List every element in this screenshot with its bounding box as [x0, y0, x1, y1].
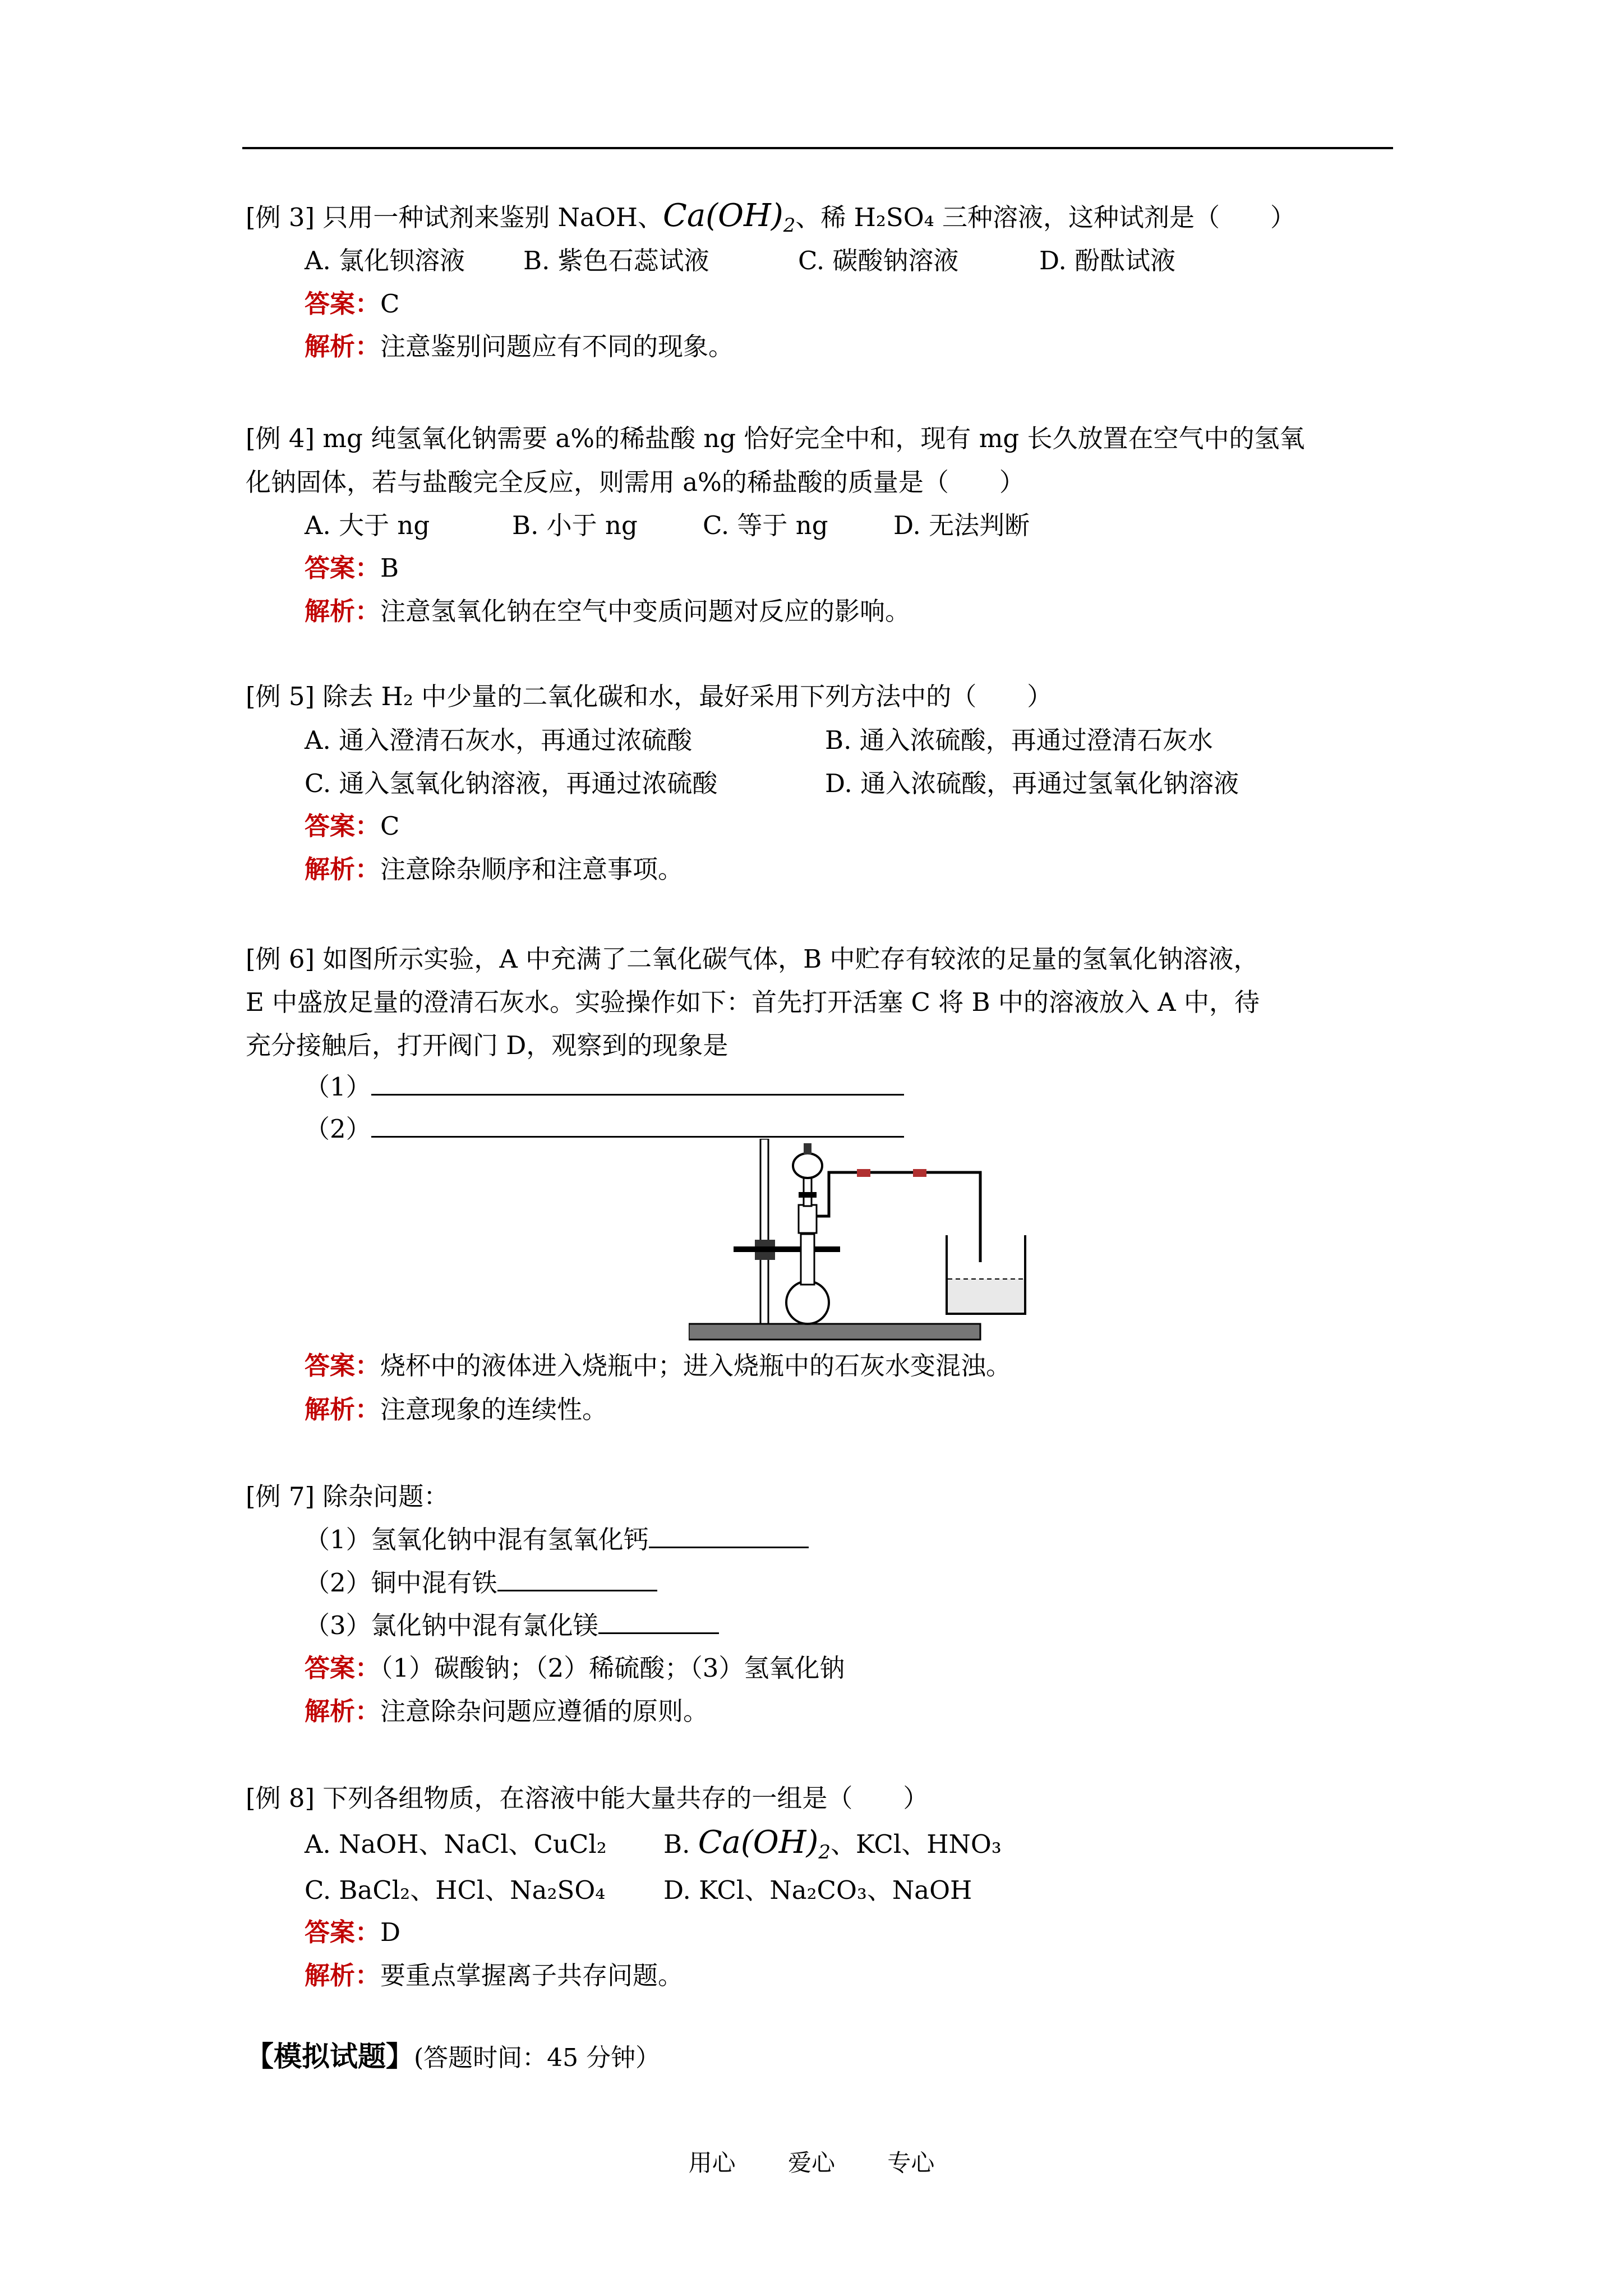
ex4-question-line1: [例 4] mg 纯氢氧化钠需要 a%的稀盐酸 ng 恰好完全中和，现有 mg 长久放置在空气中的氢氧 — [246, 424, 1305, 453]
ex8-option-c: C. BaCl₂、HCl、Na₂SO₄ — [305, 1875, 606, 1905]
ex6-question-line1: [例 6] 如图所示实验，A 中充满了二氧化碳气体，B 中贮存有较浓的足量的氢氧化钠溶液， — [246, 944, 1259, 974]
ex5-answer: 答案：C — [305, 811, 400, 841]
answer-blank — [371, 1114, 904, 1138]
ex4-analysis: 解析：注意氢氧化钠在空气中变质问题对反应的影响。 — [305, 596, 911, 626]
ex5-option-d: D. 通入浓硫酸，再通过氢氧化钠溶液 — [825, 769, 1239, 798]
ex4-options — [305, 509, 1030, 542]
ex5-analysis: 解析：注意除杂顺序和注意事项。 — [305, 854, 684, 884]
ex4-option-c: C. 等于 ng — [703, 510, 828, 540]
stand-rod — [760, 1139, 768, 1324]
ex8-answer: 答案：D — [305, 1917, 401, 1947]
ex7-item-3: （3）氯化钠中混有氯化镁 — [305, 1609, 719, 1642]
ex4-option-b: B. 小于 ng — [512, 510, 638, 540]
ex5-option-b: B. 通入浓硫酸，再通过澄清石灰水 — [825, 725, 1213, 755]
ex4-question-line2: 化钠固体，若与盐酸完全反应，则需用 a%的稀盐酸的质量是（ ） — [246, 467, 1025, 497]
ex5-option-a: A. 通入澄清石灰水，再通过浓硫酸 — [305, 725, 693, 755]
ex8-analysis: 解析：要重点掌握离子共存问题。 — [305, 1961, 684, 1990]
page-footer — [0, 2145, 1623, 2178]
ex6-analysis: 解析：注意现象的连续性。 — [305, 1395, 608, 1424]
footer-text-3: 专心 — [887, 2149, 935, 2177]
footer-text-1: 用心 — [688, 2149, 736, 2177]
flask-a — [786, 1281, 829, 1324]
mock-test-heading: 【模拟试题】(答题时间：45 分钟） — [246, 2040, 661, 2073]
header-rule — [242, 147, 1393, 149]
answer-blank — [598, 1610, 719, 1634]
ex7-analysis: 解析：注意除杂问题应遵循的原则。 — [305, 1696, 709, 1726]
ex8-question: [例 8] 下列各组物质，在溶液中能大量共存的一组是（ ） — [246, 1783, 929, 1813]
delivery-tube — [817, 1172, 980, 1262]
ex5-options-row1 — [305, 724, 1213, 757]
flask-neck — [801, 1234, 814, 1285]
ex3-option-a: A. 氯化钡溶液 — [305, 246, 465, 275]
funnel-cap — [804, 1143, 811, 1154]
ex5-options-row2 — [305, 767, 1239, 800]
ex3-analysis: 解析：注意鉴别问题应有不同的现象。 — [305, 332, 734, 361]
tube-connector — [913, 1169, 926, 1177]
footer-text-2: 爱心 — [787, 2149, 835, 2177]
ex7-item-1: （1）氢氧化钠中混有氢氧化钙 — [305, 1523, 809, 1557]
clamp-arm — [734, 1246, 840, 1252]
ex3-options — [305, 244, 1175, 278]
ex3-formula: Ca(OH) — [663, 197, 783, 234]
separatory-funnel-b — [793, 1153, 822, 1178]
ex3-answer: 答案：C — [305, 289, 400, 319]
ex6-question-line3: 充分接触后，打开阀门 D，观察到的现象是 — [246, 1030, 728, 1060]
ex7-question: [例 7] 除杂问题： — [246, 1481, 449, 1511]
answer-blank — [497, 1567, 657, 1591]
ex4-option-a: A. 大于 ng — [305, 510, 430, 540]
ex7-item-2: （2）铜中混有铁 — [305, 1566, 657, 1600]
ex8-option-a: A. NaOH、NaCl、CuCl₂ — [305, 1829, 607, 1859]
ex3-option-c: C. 碳酸钠溶液 — [798, 246, 959, 275]
ex7-answer: 答案：（1）碳酸钠；（2）稀硫酸；（3）氢氧化钠 — [305, 1653, 845, 1683]
ex6-blank-1: （1） — [305, 1070, 904, 1104]
answer-blank — [649, 1524, 809, 1548]
ex4-answer: 答案：B — [305, 553, 399, 583]
valve-d — [857, 1169, 870, 1177]
ex8-option-d: D. KCl、Na₂CO₃、NaOH — [663, 1875, 972, 1905]
answer-blank — [371, 1071, 904, 1096]
ex3-option-d: D. 酚酞试液 — [1039, 246, 1176, 275]
stopcock-c — [799, 1192, 817, 1198]
lab-apparatus-diagram — [689, 1139, 1059, 1346]
ex5-question: [例 5] 除去 H₂ 中少量的二氧化碳和水，最好采用下列方法中的（ ） — [246, 682, 1053, 711]
ex8-option-b: B. $Ca(OH)_2$、KCl、HNO₃ — [663, 1824, 1002, 1864]
ex4-option-d: D. 无法判断 — [893, 510, 1030, 540]
ex3-option-b: B. 紫色石蕊试液 — [523, 246, 709, 275]
ex8-options-row2 — [305, 1874, 972, 1907]
ex5-option-c: C. 通入氢氧化钠溶液，再通过浓硫酸 — [305, 769, 718, 798]
ex6-answer: 答案：烧杯中的液体进入烧瓶中；进入烧瓶中的石灰水变混浊。 — [305, 1351, 1012, 1381]
ex3-question: [例 3] 只用一种试剂来鉴别 NaOH、$Ca(OH)_2$、稀 H₂SO₄ 三种溶液，这种试剂是（ ） — [246, 197, 1295, 237]
ex6-blank-2: （2） — [305, 1112, 904, 1146]
stand-base — [689, 1324, 980, 1340]
ex8-options-row1 — [305, 1826, 1002, 1869]
limewater — [948, 1279, 1024, 1313]
ex6-question-line2: E 中盛放足量的澄清石灰水。实验操作如下：首先打开活塞 C 将 B 中的溶液放入 A 中，待 — [246, 987, 1260, 1017]
stopper — [799, 1205, 817, 1233]
